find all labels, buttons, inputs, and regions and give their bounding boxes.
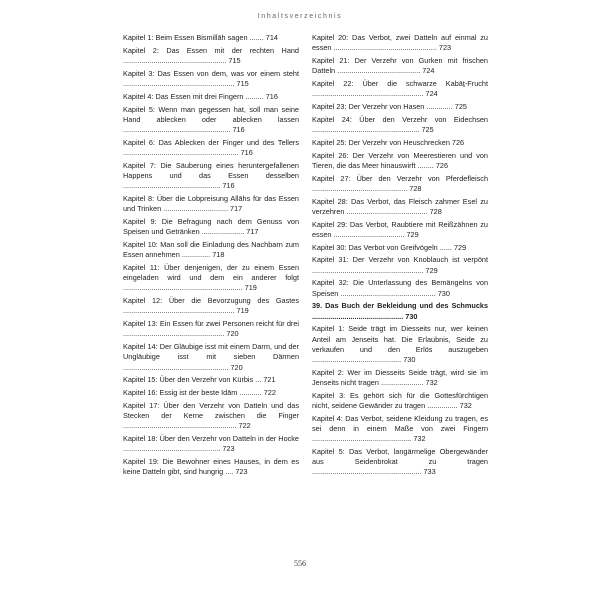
- toc-entry: Kapitel 4: Das Essen mit drei Fingern ......... 716: [123, 91, 278, 101]
- toc-entry: Kapitel 1: Beim Essen Bismillāh sagen ....... 714: [123, 33, 278, 42]
- toc-entry: Kapitel 21: Der Verzehr von Gurken mit frischen Datteln ......................................... 724: [312, 56, 488, 76]
- toc-entry: Kapitel 7: Die Säuberung eines heruntergefallenen Happens und das Essen desselben ................................................ 716: [123, 160, 299, 191]
- toc-entry: Kapitel 9: Die Befragung nach dem Genuss von Speisen und Getränken ..................... 717: [123, 217, 299, 237]
- toc-entry: Kapitel 16: Essig ist der beste Idām ........... 722: [123, 388, 276, 398]
- toc-entry: Kapitel 13: Ein Essen für zwei Personen reicht für drei .................................................. 720: [123, 319, 299, 339]
- toc-entry: Kapitel 5: Das Verbot, langärmelige Obergewänder aus Seidenbrokat zu tragen ...................................................... 733: [312, 447, 488, 477]
- toc-entry: Kapitel 15: Über den Verzehr von Kürbis ... 721: [123, 375, 276, 385]
- toc-entry: Kapitel 1: Seide trägt im Diesseits nur, wer keinen Anteil am Jenseits hat. Die Erlaubnis, Seide zu verkaufen und den Erlös auszugeben ............................................ 730: [312, 324, 488, 364]
- toc-entry: Kapitel 14: Der Gläubige isst mit einem Darm, und der Ungläubige isst mit sieben Därmen .................................................... 720: [123, 342, 299, 372]
- toc-entry: Kapitel 2: Das Essen mit der rechten Hand ................................................... 715: [123, 45, 299, 65]
- toc-entry: Kapitel 17: Über den Verzehr von Datteln und das Stecken der Kerne zwischen die Finger ........................................................ 722: [123, 401, 299, 431]
- toc-entry: Kapitel 18: Über den Verzehr von Datteln in der Hocke ................................................ 723: [123, 434, 299, 454]
- toc-left-column: [123, 33, 299, 480]
- toc-entry: Kapitel 2: Wer im Diesseits Seide trägt, wird sie im Jenseits nicht tragen ..................... 732: [312, 367, 488, 387]
- toc-entry: Kapitel 23: Der Verzehr von Hasen ............. 725: [312, 102, 467, 111]
- toc-entry: Kapitel 3: Es gehört sich für die Gottesfürchtigen nicht, seidene Gewänder zu tragen ............... 732: [312, 390, 488, 410]
- toc-entry: Kapitel 29: Das Verbot, Raubtiere mit Reißzähnen zu essen ................................... 729: [312, 219, 488, 239]
- toc-entry: Kapitel 11: Über denjenigen, der zu einem Essen eingeladen wird und dem ein anderer folgt ........................................................... 719: [123, 263, 299, 293]
- toc-entry: Kapitel 4: Das Verbot, seidene Kleidung zu tragen, es sei denn in einem Maße von zwei Fingern ................................................. 732: [312, 413, 488, 444]
- toc-entry: Kapitel 8: Über die Lobpreisung Allāhs für das Essen und Trinken ................................ 717: [123, 194, 299, 214]
- toc-entry: Kapitel 22: Über die schwarze Kabāṯ-Frucht ....................................................... 724: [312, 79, 488, 99]
- toc-entry: Kapitel 5: Wenn man gegessen hat, soll man seine Hand ablecken oder ablecken lassen ..................................................... 716: [123, 104, 299, 134]
- toc-right-column: [312, 33, 488, 480]
- toc-entry: Kapitel 19: Die Bewohner eines Hauses, in dem es keine Datteln gibt, sind hungrig .... 723: [123, 457, 299, 477]
- toc-entry: Kapitel 12: Über die Bevorzugung des Gastes ....................................................... 719: [123, 296, 299, 316]
- toc-entry: Kapitel 3: Das Essen von dem, was vor einem steht ....................................................... 715: [123, 68, 299, 88]
- toc-entry: Kapitel 20: Das Verbot, zwei Datteln auf einmal zu essen ................................................... 723: [312, 33, 488, 53]
- toc-entry: Kapitel 10: Man soll die Einladung des Nachbarn zum Essen annehmen .............. 718: [123, 240, 299, 260]
- toc-entry: Kapitel 6: Das Ablecken der Finger und des Tellers ......................................................... 716: [123, 137, 299, 157]
- toc-entry: Kapitel 24: Über den Verzehr von Eidechsen ..................................................... 725: [312, 114, 488, 134]
- toc-entry: Kapitel 28: Das Verbot, das Fleisch zahmer Esel zu verzehren ........................................ 728: [312, 196, 488, 216]
- toc-entry: Kapitel 31: Der Verzehr von Knoblauch ist verpönt ....................................................... 729: [312, 255, 488, 275]
- toc-entry: Kapitel 26: Der Verzehr von Meerestieren und von Tieren, die das Meer hinauswirft ........ 726: [312, 150, 488, 170]
- toc-section-heading: 39. Das Buch der Bekleidung und des Schmucks ............................................. 730: [312, 301, 488, 321]
- page-number: 556: [294, 559, 306, 568]
- running-header: Inhaltsverzeichnis: [257, 13, 343, 20]
- toc-entry: Kapitel 32: Die Unterlassung des Bemängelns von Speisen ............................................... 730: [312, 278, 488, 298]
- toc-entry: Kapitel 25: Der Verzehr von Heuschrecken 726: [312, 137, 465, 147]
- toc-entry: Kapitel 27: Über den Verzehr von Pferdefleisch ............................................... 728: [312, 173, 488, 193]
- toc-entry: Kapitel 30: Das Verbot von Greifvögeln ...... 729: [312, 242, 467, 252]
